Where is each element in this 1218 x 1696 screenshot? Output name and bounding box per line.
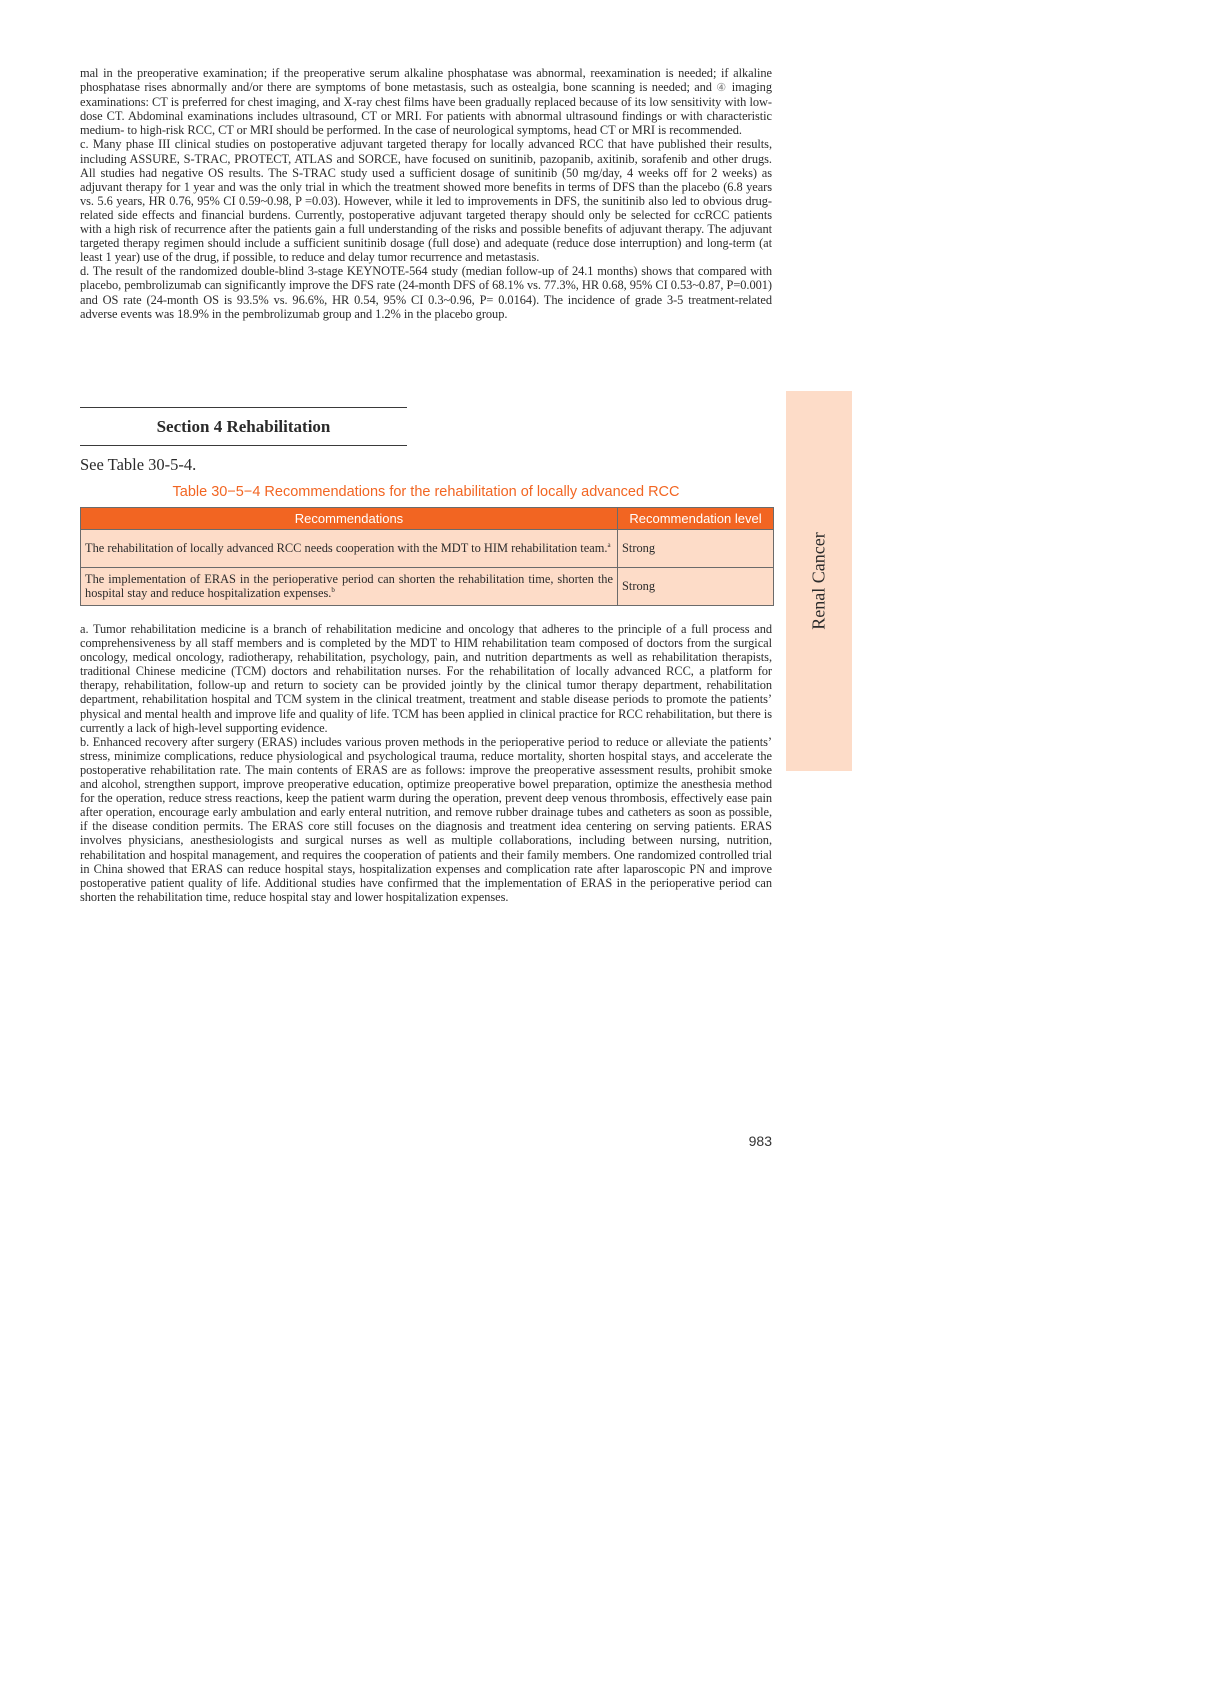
circled-number: ④	[716, 81, 728, 95]
recommendations-table	[80, 507, 774, 606]
recommendation-cell: The rehabilitation of locally advanced RCC needs cooperation with the MDT to HIM rehabilitation team.$^a$	[81, 530, 618, 568]
note-a: a. Tumor rehabilitation medicine is a branch of rehabilitation medicine and oncology that adheres to the principle of a full process and comprehensiveness by all staff members and is completed by the MDT to HIM rehabilitation team composed of doctors from the surgical oncology, medical oncology, radiotherapy, rehabilitation, psychology, pain, and nutrition departments as well as rehabilitation therapists, traditional Chinese medicine (TCM) doctors and rehabilitation nurses. For the rehabilitation of locally advanced RCC, a platform for therapy, rehabilitation, follow-up and return to society can be provided jointly by the clinical tumor therapy department, rehabilitation department, rehabilitation hospital and TCM system in the clinical treatment, treatment and stable disease periods to promote the patients’ physical and mental health and improve life and quality of life. TCM has been applied in clinical practice for RCC rehabilitation, but there is currently a lack of high-level supporting evidence.	[80, 622, 772, 735]
paragraph-note-c: c. Many phase III clinical studies on postoperative adjuvant targeted therapy for locally advanced RCC that have published their results, including ASSURE, S-TRAC, PROTECT, ATLAS and SORCE, have focused on sunitinib, pazopanib, axitinib, sorafenib and other drugs. All studies had negative OS results. The S-TRAC study used a sufficient dosage of sunitinib (50 mg/day, 4 weeks off for 2 weeks) as adjuvant therapy for 1 year and was the only trial in which the treatment showed more benefits in terms of DFS than the placebo (6.8 years vs. 5.6 years, HR 0.76, 95% CI 0.59~0.98, P =0.03). However, while it led to improvements in DFS, the sunitinib also led to obvious drug-related side effects and financial burdens. Currently, postoperative adjuvant targeted therapy should only be selected for ccRCC patients with a high risk of recurrence after the patients gain a full understanding of the risks and possible benefits of adjuvant therapy. The adjuvant targeted therapy regimen should include a sufficient sunitinib dosage (full dose) and adequate (reduce dose interruption) and long-term (at least 1 year) use of the drug, if possible, to reduce and delay tumor recurrence and metastasis.	[80, 137, 772, 265]
table-row	[81, 530, 774, 568]
page-number: 983	[748, 1133, 772, 1149]
level-cell: Strong	[618, 568, 774, 606]
table-reference: See Table 30-5-4.	[80, 455, 197, 474]
recommendation-cell: The implementation of ERAS in the perioperative period can shorten the rehabilitation time, shorten the hospital stay and reduce hospitalization expenses.$^b$	[81, 568, 618, 606]
paragraph-imaging: mal in the preoperative examination; if the preoperative serum alkaline phosphatase was abnormal, reexamination is needed; if alkaline phosphatase rises abnormally and/or there are symptoms of bone metastasis, such as ostealgia, bone scanning is needed; and ④ imaging examinations: CT is preferred for chest imaging, and X-ray chest films have been gradually replaced because of its low sensitivity with low-dose CT. Abdominal examinations includes ultrasound, CT or MRI. For patients with abnormal ultrasound findings or with characteristic medium- to high-risk RCC, CT or MRI should be performed. In the case of neurological symptoms, head CT or MRI is recommended.	[80, 66, 772, 138]
top-text-block	[80, 66, 772, 321]
section-title: Section 4 Rehabilitation	[80, 407, 407, 446]
chapter-side-tab	[786, 391, 852, 771]
footnote-marker: a	[607, 540, 611, 549]
level-cell: Strong	[618, 530, 774, 568]
footnote-marker: b	[331, 585, 335, 594]
header-recommendations: Recommendations	[81, 508, 618, 530]
chapter-label: Renal Cancer	[808, 532, 829, 630]
paragraph-note-d: d. The result of the randomized double-blind 3-stage KEYNOTE-564 study (median follow-up of 24.1 months) shows that compared with placebo, pembrolizumab can significantly improve the DFS rate (24-month DFS of 68.1% vs. 77.3%, HR 0.68, 95% CI 0.53~0.87, P=0.001) and OS rate (24-month OS is 93.5% vs. 96.6%, HR 0.54, 95% CI 0.3~0.96, P= 0.0164). The incidence of grade 3-5 treatment-related adverse events was 18.9% in the pembrolizumab group and 1.2% in the placebo group.	[80, 264, 772, 321]
table-header-row	[81, 508, 774, 530]
notes-block	[80, 622, 772, 904]
table-caption: Table 30−5−4 Recommendations for the rehabilitation of locally advanced RCC	[172, 484, 680, 500]
header-recommendation-level: Recommendation level	[618, 508, 774, 530]
table-row	[81, 568, 774, 606]
note-b: b. Enhanced recovery after surgery (ERAS) includes various proven methods in the perioperative period to reduce or alleviate the patients’ stress, minimize complications, reduce physiological and psychological trauma, reduce mortality, shorten hospital stays, and accelerate the postoperative rehabilitation rate. The main contents of ERAS are as follows: improve the preoperative assessment results, prohibit smoke and alcohol, strengthen support, improve preoperative education, optimize preoperative bowel preparation, optimize the anesthesia method for the operation, reduce stress reactions, keep the patient warm during the operation, prevent deep venous thrombosis, effectively ease pain after operation, encourage early ambulation and early enteral nutrition, and remove rubber drainage tubes and catheters as soon as possible, if the disease condition permits. The ERAS core still focuses on the diagnosis and treatment idea centering on serving patients. ERAS involves physicians, anesthesiologists and surgical nurses as well as multiple collaborations, including between nursing, nutrition, rehabilitation and hospital management, and requires the cooperation of patients and their family members. One randomized controlled trial in China showed that ERAS can reduce hospital stays, hospitalization expenses and complication rate after laparoscopic PN and improve postoperative patient quality of life. Additional studies have confirmed that the implementation of ERAS in the perioperative period can shorten the rehabilitation time, reduce hospital stay and lower hospitalization expenses.	[80, 734, 772, 904]
